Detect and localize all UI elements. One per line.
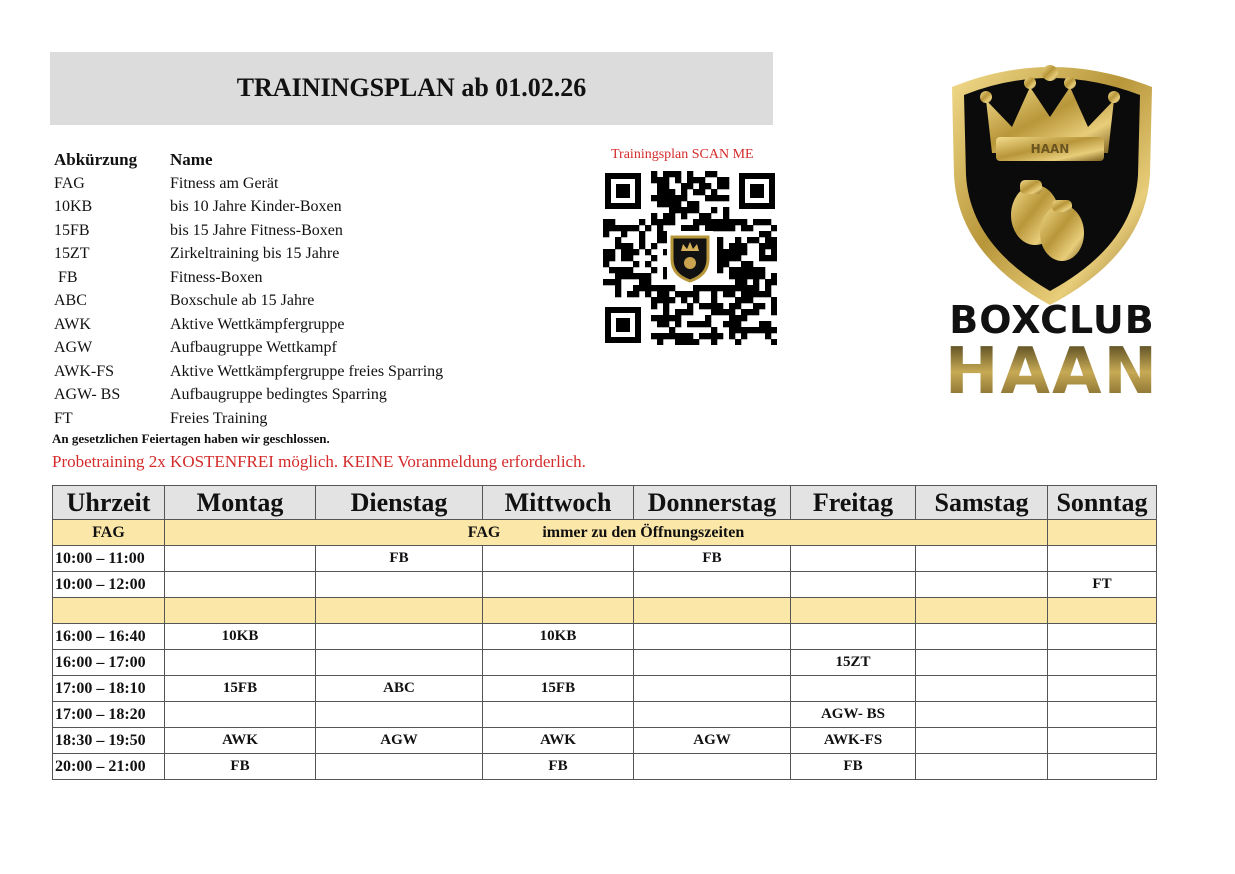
shield-icon <box>952 67 1152 305</box>
legend-name: bis 15 Jahre Fitness-Boxen <box>170 222 343 239</box>
boxclub-haan-logo <box>940 55 1165 400</box>
table-cell <box>1048 520 1157 546</box>
legend-name: bis 10 Jahre Kinder-Boxen <box>170 198 342 215</box>
table-cell <box>483 702 634 728</box>
fag-note-abbr: FAG <box>467 523 501 541</box>
legend-abbr: 15FB <box>54 222 90 239</box>
legend-abbr: AWK <box>54 316 91 333</box>
table-cell <box>165 598 316 624</box>
table-cell <box>916 650 1048 676</box>
table-cell <box>483 572 634 598</box>
header-saturday: Samstag <box>916 486 1048 520</box>
separator-row <box>53 598 1157 624</box>
title-banner <box>50 52 773 125</box>
time-cell: 20:00 – 21:00 <box>53 754 165 780</box>
table-cell: AGW <box>634 728 791 754</box>
table-cell <box>483 598 634 624</box>
table-cell <box>1048 650 1157 676</box>
table-cell <box>316 754 483 780</box>
table-cell <box>634 702 791 728</box>
header-thursday: Donnerstag <box>634 486 791 520</box>
table-row <box>53 754 1157 780</box>
legend-header-abbr: Abkürzung <box>54 150 138 169</box>
legend-abbr: AGW <box>54 339 93 356</box>
logo-line1: BOXCLUB <box>949 298 1155 342</box>
table-row <box>53 624 1157 650</box>
table-cell <box>916 754 1048 780</box>
table-row <box>53 728 1157 754</box>
time-cell: 17:00 – 18:10 <box>53 676 165 702</box>
time-cell: 10:00 – 11:00 <box>53 546 165 572</box>
fag-note-text: immer zu den Öffnungszeiten <box>542 523 745 541</box>
table-cell <box>791 546 916 572</box>
table-cell: 10KB <box>483 624 634 650</box>
legend-name: Aufbaugruppe bedingtes Sparring <box>170 386 387 403</box>
table-cell <box>316 572 483 598</box>
table-cell <box>1048 702 1157 728</box>
table-cell <box>634 754 791 780</box>
table-cell <box>165 572 316 598</box>
header-time: Uhrzeit <box>53 486 165 520</box>
table-row <box>53 650 1157 676</box>
table-cell <box>316 702 483 728</box>
table-cell: FB <box>165 754 316 780</box>
table-cell <box>791 676 916 702</box>
legend-abbr: FB <box>54 269 78 286</box>
table-cell <box>916 728 1048 754</box>
legend-abbr: AWK-FS <box>54 363 115 380</box>
table-cell <box>53 598 165 624</box>
fag-label: FAG <box>53 520 165 546</box>
table-cell <box>791 572 916 598</box>
table-row <box>53 676 1157 702</box>
table-cell <box>1048 728 1157 754</box>
table-cell <box>634 650 791 676</box>
qr-center-logo-icon <box>667 231 713 283</box>
table-cell <box>165 546 316 572</box>
table-cell <box>634 624 791 650</box>
table-cell: FB <box>316 546 483 572</box>
training-schedule-table <box>52 485 1157 780</box>
table-cell <box>916 702 1048 728</box>
header-sunday: Sonntag <box>1048 486 1157 520</box>
table-cell <box>634 598 791 624</box>
table-cell: FB <box>634 546 791 572</box>
header-friday: Freitag <box>791 486 916 520</box>
table-header-row <box>53 486 1157 520</box>
table-cell <box>916 572 1048 598</box>
time-cell: 16:00 – 16:40 <box>53 624 165 650</box>
legend-abbr: FAG <box>54 175 85 192</box>
table-cell: FB <box>791 754 916 780</box>
table-cell: AGW- BS <box>791 702 916 728</box>
legend-name: Fitness am Gerät <box>170 175 279 192</box>
qr-code-icon[interactable] <box>603 171 777 345</box>
table-row <box>53 572 1157 598</box>
table-cell: AWK <box>483 728 634 754</box>
table-cell <box>916 598 1048 624</box>
time-cell: 18:30 – 19:50 <box>53 728 165 754</box>
table-row <box>53 546 1157 572</box>
table-cell <box>916 676 1048 702</box>
header-monday: Montag <box>165 486 316 520</box>
fag-note <box>165 520 1048 546</box>
table-cell <box>1048 624 1157 650</box>
table-cell: AGW <box>316 728 483 754</box>
page-title: TRAININGSPLAN ab 01.02.26 <box>236 73 587 102</box>
legend-abbr: 10KB <box>54 198 93 215</box>
table-cell <box>916 624 1048 650</box>
table-cell <box>1048 676 1157 702</box>
legend-abbr: 15ZT <box>54 245 90 262</box>
legend-name: Boxschule ab 15 Jahre <box>170 292 315 309</box>
holiday-note: An gesetzlichen Feiertagen haben wir geschlossen. <box>52 431 330 446</box>
table-cell: FT <box>1048 572 1157 598</box>
table-cell <box>791 598 916 624</box>
table-cell <box>483 650 634 676</box>
time-cell: 17:00 – 18:20 <box>53 702 165 728</box>
table-cell <box>316 598 483 624</box>
legend-abbr: FT <box>54 410 73 427</box>
legend-name: Aktive Wettkämpfergruppe <box>170 316 345 333</box>
table-cell <box>483 546 634 572</box>
fag-row <box>53 520 1157 546</box>
table-cell <box>316 624 483 650</box>
logo-line2: HAAN <box>944 335 1160 400</box>
trial-training-note: Probetraining 2x KOSTENFREI möglich. KEINE Voranmeldung erforderlich. <box>52 452 586 471</box>
legend-name: Aktive Wettkämpfergruppe freies Sparring <box>170 363 444 380</box>
table-cell <box>1048 598 1157 624</box>
table-cell <box>916 546 1048 572</box>
table-row <box>53 702 1157 728</box>
table-cell <box>791 624 916 650</box>
legend-abbr: ABC <box>54 292 87 309</box>
table-cell: 10KB <box>165 624 316 650</box>
crown-text: HAAN <box>1030 142 1070 156</box>
table-cell: FB <box>483 754 634 780</box>
legend-header-name: Name <box>170 150 213 169</box>
legend-name: Freies Training <box>170 410 268 427</box>
time-cell: 10:00 – 12:00 <box>53 572 165 598</box>
header-wednesday: Mittwoch <box>483 486 634 520</box>
table-cell: ABC <box>316 676 483 702</box>
time-cell: 16:00 – 17:00 <box>53 650 165 676</box>
legend-abbr: AGW- BS <box>54 386 121 403</box>
table-cell <box>316 650 483 676</box>
legend-name: Zirkeltraining bis 15 Jahre <box>170 245 340 262</box>
table-cell <box>634 676 791 702</box>
header-tuesday: Dienstag <box>316 486 483 520</box>
table-cell <box>165 650 316 676</box>
table-cell: AWK <box>165 728 316 754</box>
table-cell: 15ZT <box>791 650 916 676</box>
legend-name: Aufbaugruppe Wettkampf <box>170 339 337 356</box>
legend-name: Fitness-Boxen <box>170 269 263 286</box>
table-cell <box>165 702 316 728</box>
table-cell <box>1048 754 1157 780</box>
qr-label: Trainingsplan SCAN ME <box>611 147 754 162</box>
table-cell <box>1048 546 1157 572</box>
table-cell: AWK-FS <box>791 728 916 754</box>
table-cell: 15FB <box>483 676 634 702</box>
table-cell: 15FB <box>165 676 316 702</box>
table-cell <box>634 572 791 598</box>
